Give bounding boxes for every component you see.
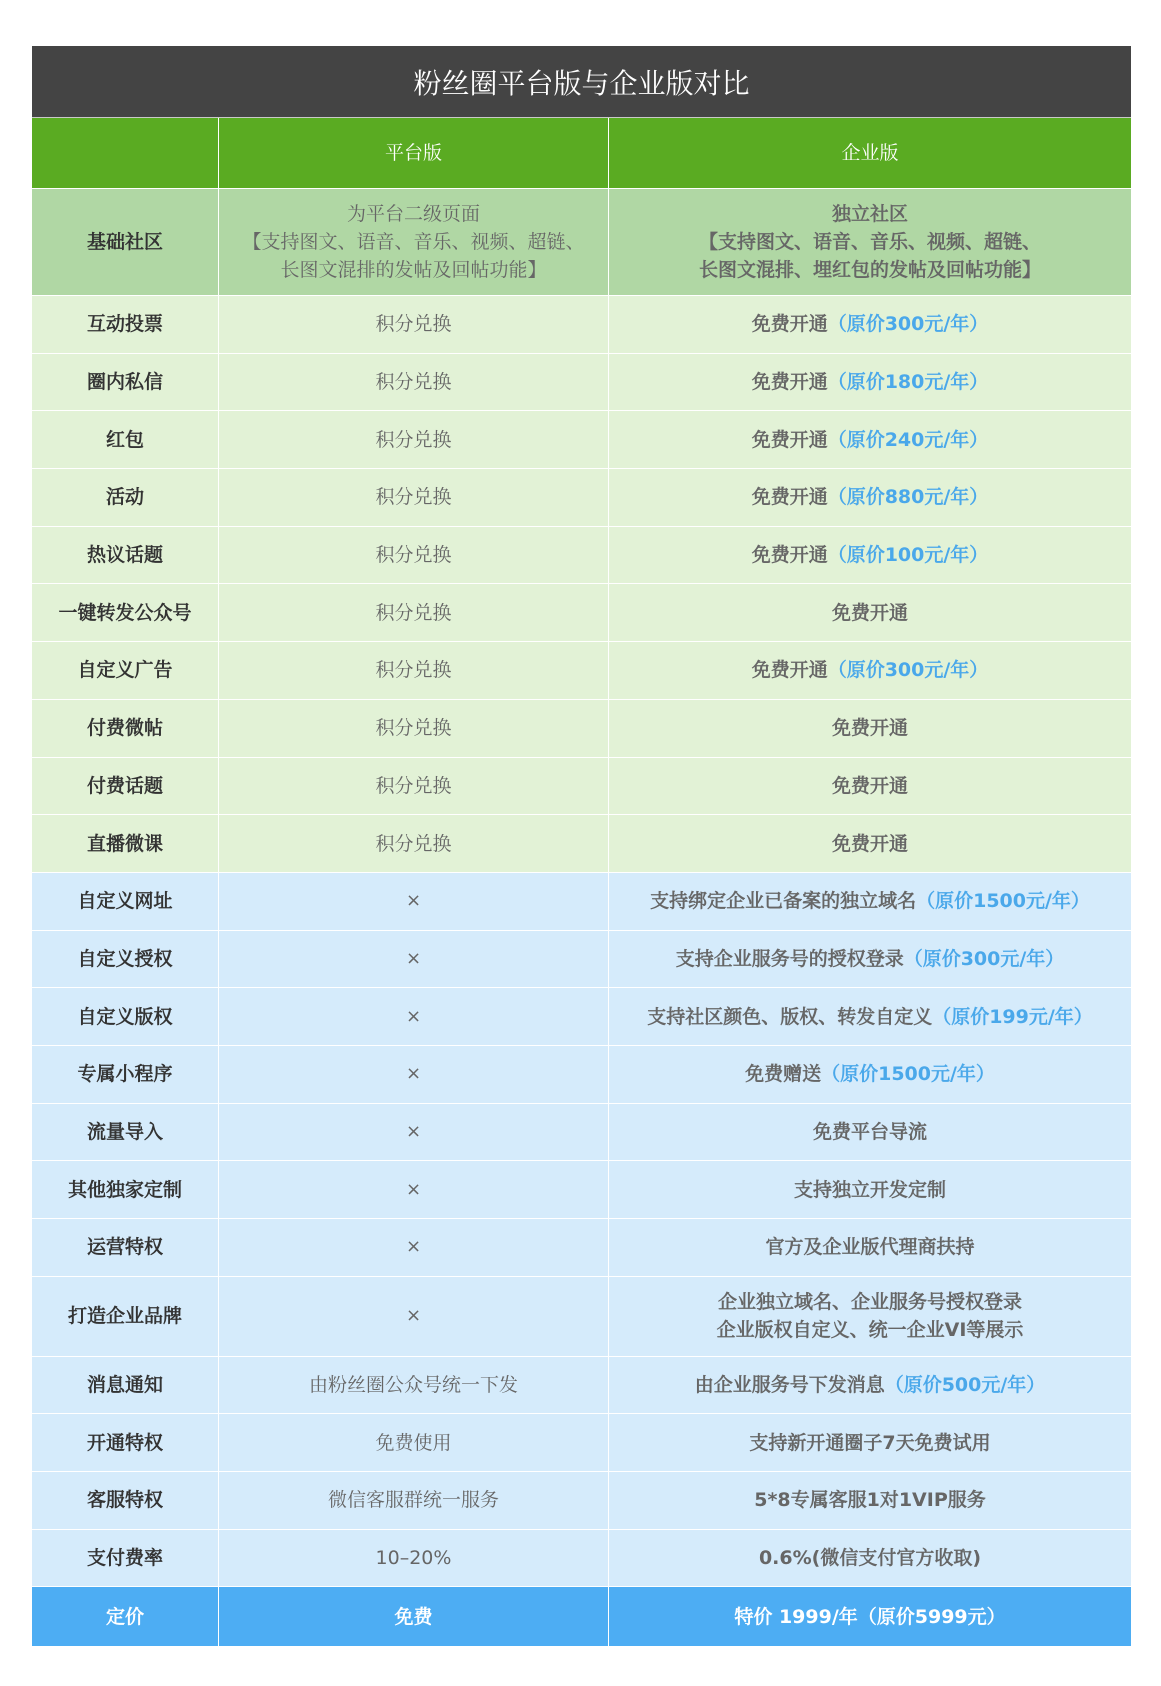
platform-cell: 积分兑换 [219, 354, 609, 411]
header-platform: 平台版 [219, 118, 609, 188]
enterprise-value: 支持社区颜色、版权、转发自定义 [647, 1005, 933, 1028]
not-available-mark: × [219, 873, 609, 930]
table-row [32, 1357, 1131, 1415]
platform-line: 长图文混排的发帖及回帖功能】 [280, 259, 547, 281]
not-available-mark: × [219, 1277, 609, 1356]
original-price-note: （原价1500元/年） [821, 1063, 995, 1086]
original-price-note: （原价500元/年） [884, 1374, 1046, 1397]
comparison-table [32, 46, 1131, 1646]
enterprise-line: 企业版权自定义、统一企业VI等展示 [716, 1319, 1024, 1342]
platform-cell [219, 189, 609, 295]
table-row [32, 758, 1131, 816]
enterprise-cell [609, 527, 1131, 584]
row-label: 红包 [32, 411, 219, 468]
row-label: 圈内私信 [32, 354, 219, 411]
row-label: 流量导入 [32, 1104, 219, 1161]
enterprise-value: 免费开通 [751, 544, 828, 567]
table-row [32, 1161, 1131, 1219]
enterprise-value: 免费开通 [831, 832, 908, 855]
enterprise-cell [609, 1046, 1131, 1103]
row-label: 开通特权 [32, 1414, 219, 1471]
platform-cell: 积分兑换 [219, 411, 609, 468]
table-row [32, 1104, 1131, 1162]
original-price-note: （原价100元/年） [827, 544, 989, 567]
platform-cell: 积分兑换 [219, 296, 609, 353]
table-row [32, 584, 1131, 642]
enterprise-cell [609, 1161, 1131, 1218]
row-label: 专属小程序 [32, 1046, 219, 1103]
row-label: 热议话题 [32, 527, 219, 584]
enterprise-value: 免费开通 [751, 659, 828, 682]
platform-cell: 微信客服群统一服务 [219, 1472, 609, 1529]
original-price-note: （原价180元/年） [827, 371, 989, 394]
enterprise-line: 长图文混排、埋红包的发帖及回帖功能】 [698, 259, 1041, 281]
platform-cell: 积分兑换 [219, 527, 609, 584]
platform-cell: 积分兑换 [219, 642, 609, 699]
enterprise-cell [609, 354, 1131, 411]
table-row-price [32, 1587, 1131, 1646]
original-price-note: （原价300元/年） [903, 947, 1065, 970]
original-price-note: （原价240元/年） [827, 428, 989, 451]
table-row [32, 873, 1131, 931]
table-row [32, 1219, 1131, 1277]
enterprise-value: 支持独立开发定制 [793, 1178, 946, 1201]
table-row [32, 1472, 1131, 1530]
row-label: 直播微课 [32, 815, 219, 872]
row-label: 打造企业品牌 [32, 1277, 219, 1356]
enterprise-value: 免费开通 [831, 717, 908, 740]
table-row [32, 1046, 1131, 1104]
platform-cell: 积分兑换 [219, 815, 609, 872]
enterprise-cell [609, 1414, 1131, 1471]
enterprise-value: 免费开通 [751, 371, 828, 394]
table-row [32, 815, 1131, 873]
header-row [32, 118, 1131, 189]
enterprise-cell [609, 873, 1131, 930]
enterprise-value: 支持企业服务号的授权登录 [675, 947, 904, 970]
platform-cell: 积分兑换 [219, 584, 609, 641]
enterprise-cell [609, 931, 1131, 988]
row-label: 支付费率 [32, 1530, 219, 1587]
platform-cell: 由粉丝圈公众号统一下发 [219, 1357, 609, 1414]
table-row [32, 296, 1131, 354]
row-label: 运营特权 [32, 1219, 219, 1276]
not-available-mark: × [219, 1161, 609, 1218]
enterprise-line: 独立社区 [831, 203, 908, 225]
enterprise-value: 免费平台导流 [812, 1120, 927, 1143]
row-label: 付费话题 [32, 758, 219, 815]
enterprise-cell [609, 189, 1131, 295]
not-available-mark: × [219, 1046, 609, 1103]
enterprise-cell [609, 988, 1131, 1045]
not-available-mark: × [219, 1104, 609, 1161]
row-label: 客服特权 [32, 1472, 219, 1529]
enterprise-cell [609, 1357, 1131, 1414]
enterprise-cell [609, 758, 1131, 815]
enterprise-cell [609, 469, 1131, 526]
price-label: 定价 [32, 1587, 219, 1646]
table-row [32, 1414, 1131, 1472]
row-label: 基础社区 [32, 189, 219, 295]
not-available-mark: × [219, 931, 609, 988]
platform-line: 为平台二级页面 [346, 203, 480, 225]
enterprise-cell [609, 296, 1131, 353]
table-row-brand [32, 1277, 1131, 1357]
table-row [32, 411, 1131, 469]
row-label: 付费微帖 [32, 700, 219, 757]
enterprise-line: 【支持图文、语音、音乐、视频、超链、 [698, 231, 1041, 253]
enterprise-cell [609, 411, 1131, 468]
table-row [32, 469, 1131, 527]
row-label: 其他独家定制 [32, 1161, 219, 1218]
original-price-note: （原价300元/年） [827, 659, 989, 682]
enterprise-price: 特价 1999/年（原价5999元） [734, 1605, 1006, 1628]
enterprise-line: 企业独立域名、企业服务号授权登录 [717, 1291, 1022, 1314]
not-available-mark: × [219, 1219, 609, 1276]
not-available-mark: × [219, 988, 609, 1045]
enterprise-value: 免费开通 [751, 428, 828, 451]
enterprise-cell [609, 1472, 1131, 1529]
row-label: 自定义授权 [32, 931, 219, 988]
platform-cell: 积分兑换 [219, 469, 609, 526]
enterprise-cell [609, 815, 1131, 872]
table-row [32, 527, 1131, 585]
platform-cell: 积分兑换 [219, 758, 609, 815]
enterprise-value: 0.6%(微信支付官方收取) [758, 1547, 982, 1570]
enterprise-cell [609, 642, 1131, 699]
original-price-note: （原价880元/年） [827, 486, 989, 509]
enterprise-value: 支持新开通圈子7天免费试用 [749, 1431, 991, 1454]
header-empty-cell [32, 118, 219, 188]
table-row-basic-community [32, 189, 1131, 296]
row-label: 互动投票 [32, 296, 219, 353]
enterprise-value: 支持绑定企业已备案的独立域名 [650, 890, 917, 913]
enterprise-value: 免费开通 [831, 601, 908, 624]
enterprise-value: 免费开通 [751, 486, 828, 509]
platform-cell: 积分兑换 [219, 700, 609, 757]
original-price-note: （原价199元/年） [932, 1005, 1093, 1028]
row-label: 一键转发公众号 [32, 584, 219, 641]
enterprise-value: 官方及企业版代理商扶持 [765, 1236, 975, 1259]
platform-cell: 免费使用 [219, 1414, 609, 1471]
enterprise-value: 5*8专属客服1对1VIP服务 [754, 1489, 986, 1512]
enterprise-cell [609, 1104, 1131, 1161]
original-price-note: （原价300元/年） [827, 313, 989, 336]
table-row [32, 988, 1131, 1046]
enterprise-cell [609, 1530, 1131, 1587]
original-price-note: （原价1500元/年） [916, 890, 1090, 913]
enterprise-value: 由企业服务号下发消息 [694, 1374, 885, 1397]
table-title: 粉丝圈平台版与企业版对比 [32, 46, 1131, 118]
enterprise-value: 免费开通 [831, 774, 908, 797]
table-row [32, 1530, 1131, 1588]
enterprise-cell [609, 584, 1131, 641]
table-row [32, 642, 1131, 700]
platform-line: 【支持图文、语音、音乐、视频、超链、 [242, 231, 585, 253]
row-label: 自定义网址 [32, 873, 219, 930]
table-row [32, 931, 1131, 989]
platform-price: 免费 [219, 1587, 609, 1646]
row-label: 自定义广告 [32, 642, 219, 699]
row-label: 消息通知 [32, 1357, 219, 1414]
enterprise-cell [609, 1219, 1131, 1276]
enterprise-cell [609, 700, 1131, 757]
enterprise-cell [609, 1277, 1131, 1356]
header-enterprise: 企业版 [841, 142, 899, 164]
table-row [32, 354, 1131, 412]
table-row [32, 700, 1131, 758]
enterprise-value: 免费赠送 [745, 1063, 822, 1086]
enterprise-value: 免费开通 [751, 313, 828, 336]
platform-cell: 10–20% [219, 1530, 609, 1587]
row-label: 自定义版权 [32, 988, 219, 1045]
row-label: 活动 [32, 469, 219, 526]
